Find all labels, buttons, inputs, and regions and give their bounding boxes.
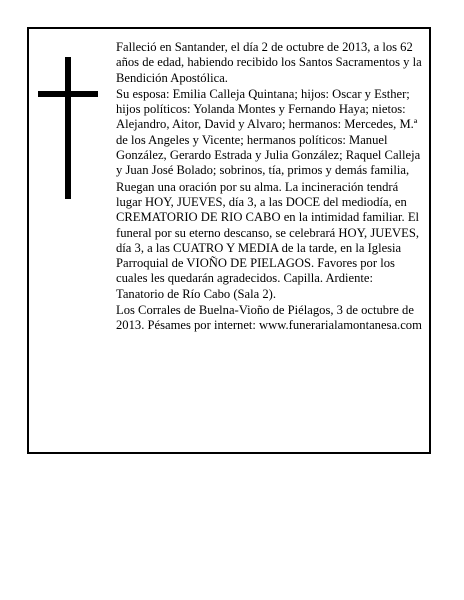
obituary-notice — [27, 27, 431, 454]
cross-vertical-bar — [65, 57, 71, 199]
family-list: Su esposa: Emilia Calleja Quintana; hijos: Oscar y Esther; hijos políticos: Yolanda Montes y Fernando Haya; nietos: Alejandro, Aitor, David y Alvaro; hermanos: Mercedes, M.ª de los Angeles y Vicente; hermanos políticos: Manuel González, Gerardo Estrada y Julia González; Raquel Calleja y Juan José Bolado; sobrinos, tía, primos y demás familia, — [116, 86, 421, 178]
death-announcement: Falleció en Santander, el día 2 de octubre de 2013, a los 62 años de edad, habiendo recibido los Santos Sacramentos y la Bendición Apostólica. — [116, 40, 422, 85]
notice-text — [116, 40, 422, 334]
place-date-condolences: Los Corrales de Buelna-Vioño de Piélagos, 3 de octubre de 2013. Pésames por internet: www.funerarialamontanesa.com — [116, 303, 422, 333]
cross-icon — [38, 57, 98, 199]
cross-horizontal-bar — [38, 91, 98, 97]
service-details: Ruegan una oración por su alma. La incineración tendrá lugar HOY, JUEVES, día 3, a las DOCE del mediodía, en CREMATORIO DE RIO CABO en la intimidad familiar. El funeral por su eterno descanso, se celebrará HOY, JUEVES, día 3, a las CUATRO Y MEDIA de la tarde, en la Iglesia Parroquial de VIOÑO DE PIELAGOS. Favores por los cuales les quedarán agradecidos. Capilla. Ardiente: Tanatorio de Río Cabo (Sala 2). — [116, 179, 420, 301]
